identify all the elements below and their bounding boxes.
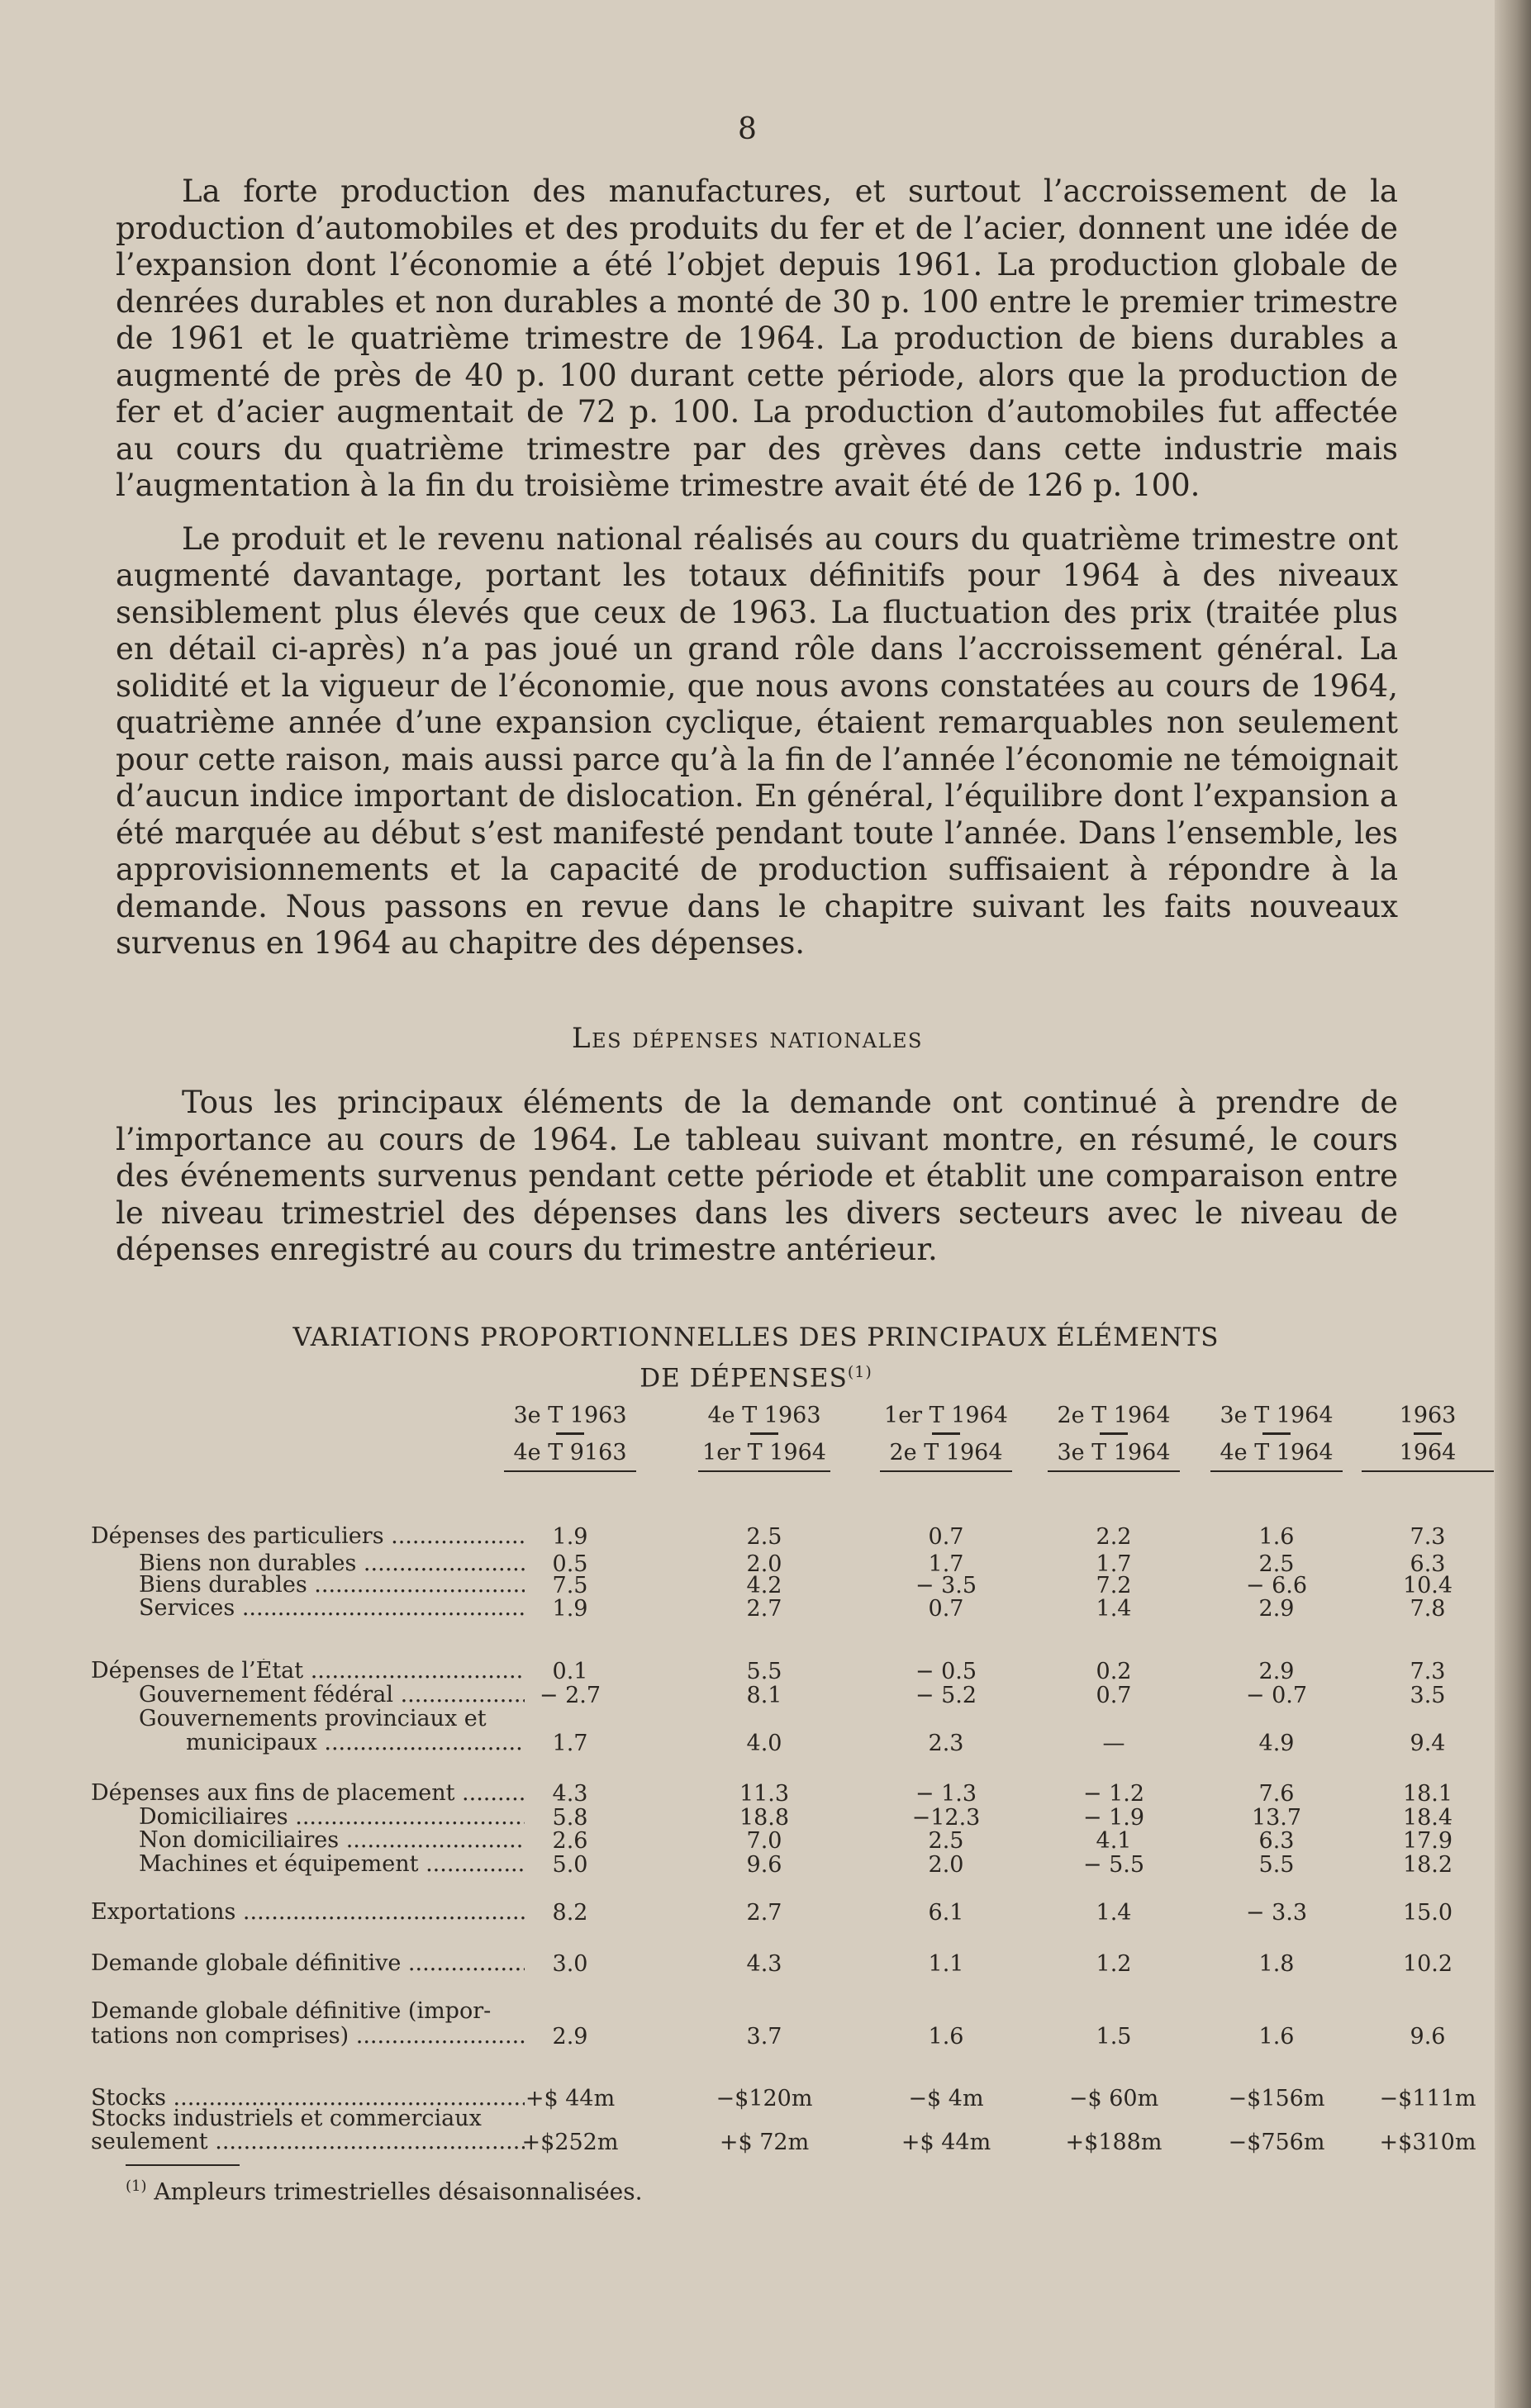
table-cell: 2.0 [928, 1852, 964, 1878]
table-cell: +$ 44m [525, 2086, 616, 2111]
table-cell: 2.5 [746, 1524, 782, 1550]
table-cell: 5.0 [552, 1852, 588, 1878]
table-cell: 7.6 [1258, 1781, 1295, 1807]
table-cell: 18.4 [1402, 1805, 1453, 1831]
table-row-label: Stocks industriels et commerciaux [91, 2106, 482, 2131]
column-header-bottom: 4e T 1964 [1220, 1440, 1334, 1465]
table-cell: 0.2 [1096, 1659, 1132, 1684]
table-cell: 9.6 [1410, 2024, 1446, 2049]
table-cell: 0.7 [1096, 1683, 1132, 1708]
table-row-label: Exportations ..... [91, 1900, 525, 1925]
table-cell: 6.3 [1258, 1828, 1295, 1854]
table-cell: 5.5 [1258, 1852, 1295, 1878]
table-row-label: Demande globale définitive ..... [91, 1951, 525, 1976]
column-header-rule [504, 1470, 636, 1472]
table-cell: 2.7 [746, 1900, 782, 1926]
table-cell: 1.7 [928, 1551, 964, 1577]
table-row-label: Services ..... [139, 1596, 525, 1621]
table-row-label: seulement ..... [91, 2130, 525, 2154]
table-cell: − 0.5 [915, 1659, 977, 1684]
table-cell: −12.3 [911, 1805, 981, 1831]
table-cell: 7.8 [1410, 1596, 1446, 1622]
table-cell: 8.2 [552, 1900, 588, 1926]
table-cell: 3.5 [1410, 1683, 1446, 1708]
table-cell: 2.9 [1258, 1659, 1295, 1684]
table-cell: −$ 4m [908, 2086, 984, 2111]
table-cell: 0.7 [928, 1596, 964, 1622]
table-cell: 18.1 [1402, 1781, 1453, 1807]
table-row-label: Domiciliaires ..... [139, 1805, 525, 1830]
table-row-label: Dépenses de l’État ..... [91, 1659, 525, 1684]
table-cell: 1.8 [1258, 1951, 1295, 1977]
table-cell: − 3.3 [1245, 1900, 1308, 1926]
table-cell: − 1.2 [1082, 1781, 1145, 1807]
table-cell: −$111m [1379, 2086, 1476, 2111]
column-header-divider [750, 1432, 778, 1435]
table-cell: 2.9 [1258, 1596, 1295, 1622]
table-row-label: Biens durables ..... [139, 1573, 525, 1598]
column-header-bottom: 4e T 9163 [513, 1440, 627, 1465]
table-cell: 1.6 [928, 2024, 964, 2049]
table-cell: 1.7 [552, 1731, 588, 1756]
column-header-rule [880, 1470, 1012, 1472]
table-cell: 4.9 [1258, 1731, 1295, 1756]
table-cell: 2.5 [928, 1828, 964, 1854]
table-cell: 2.3 [928, 1731, 964, 1756]
table-cell: − 5.2 [915, 1683, 977, 1708]
table-cell: 4.0 [746, 1731, 782, 1756]
table-cell: −$156m [1228, 2086, 1325, 2111]
section-text [116, 1085, 1398, 1285]
table-row-label: Gouvernement fédéral ..... [139, 1683, 525, 1707]
table-cell: − 1.3 [915, 1781, 977, 1807]
column-header-divider [1262, 1432, 1291, 1435]
table-cell: −$756m [1228, 2130, 1325, 2155]
table-cell: 3.0 [552, 1951, 588, 1977]
table-cell: 1.9 [552, 1524, 588, 1550]
intro-text [116, 173, 1398, 979]
table-cell: +$252m [521, 2130, 619, 2155]
column-header-rule [1362, 1470, 1494, 1472]
column-header-rule [698, 1470, 830, 1472]
table-cell: −$ 60m [1068, 2086, 1159, 2111]
column-header-rule [1048, 1470, 1180, 1472]
table-cell: 3.7 [746, 2024, 782, 2049]
footnote-text: Ampleurs trimestrielles désaisonnalisées. [154, 2178, 643, 2206]
column-header [1044, 1403, 1184, 1472]
table-cell: 7.3 [1410, 1659, 1446, 1684]
column-header [500, 1403, 640, 1472]
table-cell: 4.3 [552, 1781, 588, 1807]
table-row-label: Dépenses aux fins de placement ..... [91, 1781, 525, 1806]
table-cell: 11.3 [739, 1781, 790, 1807]
column-header [1357, 1403, 1498, 1472]
table-cell: +$188m [1065, 2130, 1163, 2155]
column-header [694, 1403, 834, 1472]
table-cell: 1.5 [1096, 2024, 1132, 2049]
table-title [248, 1320, 1264, 1395]
table-cell: − 3.5 [915, 1573, 977, 1598]
column-header-top: 1963 [1399, 1403, 1457, 1428]
paragraph-1: La forte production des manufactures, et surtout l’accroissement de la production d’automobiles et des produits du fer et de l’acier, donnent une idée de l’expansion dont l’économie a été l’objet depuis 1961. La production globale de denrées durables et non durables a monté de 30 p. 100 entre le premier trimestre de 1961 et le quatrième trimestre de 1964. La production de biens durables a augmenté de près de 40 p. 100 durant cette période, alors que la production de fer et d’acier augmentait de 72 p. 100. La production d’automobiles fut affectée au cours du quatrième trimestre par des grèves dans cette industrie mais l’augmentation à la fin du troisième trimestre avait été de 126 p. 100. [116, 173, 1398, 503]
table-cell: 7.0 [746, 1828, 782, 1854]
table-cell: 18.2 [1402, 1852, 1453, 1878]
column-header-top: 3e T 1964 [1220, 1403, 1334, 1428]
table-cell: 5.8 [552, 1805, 588, 1831]
paragraph-3: Tous les principaux éléments de la demande ont continué à prendre de l’importance au cours de 1964. Le tableau suivant montre, en résumé, le cours des événements survenus pendant cette période et établit une comparaison entre le niveau trimestriel des dépenses dans les divers secteurs avec le niveau de dépenses enregistré au cours du trimestre antérieur. [116, 1085, 1398, 1267]
table-row-label: municipaux ..... [186, 1731, 525, 1755]
table-row-label: Stocks ..... [91, 2086, 525, 2111]
column-header-divider [556, 1432, 584, 1435]
table-title-line-2 [248, 1355, 1264, 1395]
table-row-label: Demande globale définitive (impor- [91, 1999, 492, 2024]
table-cell: 4.2 [746, 1573, 782, 1598]
table-row-label: Dépenses des particuliers ..... [91, 1524, 525, 1549]
table-cell: 2.2 [1096, 1524, 1132, 1550]
column-header-top: 4e T 1963 [707, 1403, 821, 1428]
table-cell: 2.9 [552, 2024, 588, 2049]
table-title-note: (1) [847, 1363, 872, 1381]
table-cell: 18.8 [739, 1805, 790, 1831]
table-cell: 4.3 [746, 1951, 782, 1977]
table-cell: 2.0 [746, 1551, 782, 1577]
column-header-divider [1414, 1432, 1442, 1435]
table-cell: − 5.5 [1082, 1852, 1145, 1878]
table-cell: 17.9 [1402, 1828, 1453, 1854]
table-row-label: Biens non durables ..... [139, 1551, 525, 1576]
section-heading: Les dépenses nationales [572, 1022, 923, 1055]
table-cell: 15.0 [1402, 1900, 1453, 1926]
column-header-bottom: 2e T 1964 [889, 1440, 1003, 1465]
table-cell: +$ 72m [719, 2130, 810, 2155]
table-cell: 7.5 [552, 1573, 588, 1598]
column-header-divider [1100, 1432, 1128, 1435]
table-cell: 2.7 [746, 1596, 782, 1622]
table-cell: −$120m [716, 2086, 813, 2111]
column-header [1206, 1403, 1347, 1472]
table-cell: 9.6 [746, 1852, 782, 1878]
table-cell: 4.1 [1096, 1828, 1132, 1854]
column-header-bottom: 1964 [1399, 1440, 1457, 1465]
table-cell: 8.1 [746, 1683, 782, 1708]
column-header-top: 1er T 1964 [884, 1403, 1008, 1428]
table-cell: 1.7 [1096, 1551, 1132, 1577]
table-cell: − 2.7 [539, 1683, 601, 1708]
table-cell: 6.3 [1410, 1551, 1446, 1577]
book-spine-shadow [1495, 0, 1531, 2408]
footnote-mark: (1) [126, 2178, 147, 2195]
table-row-label: Gouvernements provinciaux et [139, 1707, 487, 1731]
column-header-divider [932, 1432, 960, 1435]
table-cell: 1.2 [1096, 1951, 1132, 1977]
table-cell: 1.6 [1258, 1524, 1295, 1550]
table-row-label: Machines et équipement ..... [139, 1852, 525, 1877]
table-cell: 0.7 [928, 1524, 964, 1550]
table-title-text: DE DÉPENSES [640, 1363, 848, 1394]
column-header [876, 1403, 1016, 1472]
table-cell: 10.4 [1402, 1573, 1453, 1598]
table-title-line-1: VARIATIONS PROPORTIONNELLES DES PRINCIPAUX ÉLÉMENTS [292, 1323, 1220, 1352]
paragraph-2: Le produit et le revenu national réalisés au cours du quatrième trimestre ont augmenté davantage, portant les totaux définitifs pour 1964 à des niveaux sensiblement plus élevés que ceux de 1963. La fluctuation des prix (traitée plus en détail ci-après) n’a pas joué un grand rôle dans l’accroissement général. La solidité et la vigueur de l’économie, que nous avons constatées au cours de 1964, quatrième année d’une expansion cyclique, étaient remarquables non seulement pour cette raison, mais aussi parce qu’à la fin de l’année l’économie ne témoignait d’aucun indice important de dislocation. En général, l’équilibre dont l’expansion a été marquée au début s’est manifesté pendant toute l’année. Dans l’ensemble, les approvisionnements et la capacité de production suffisaient à répondre à la demande. Nous passons en revue dans le chapitre suivant les faits nouveaux survenus en 1964 au chapitre des dépenses. [116, 520, 1398, 961]
table-row-label: tations non comprises) ..... [91, 2024, 525, 2049]
table-cell: +$ 44m [901, 2130, 991, 2155]
table-cell: − 6.6 [1245, 1573, 1308, 1598]
footnote-rule [126, 2164, 240, 2166]
table-cell: 7.3 [1410, 1524, 1446, 1550]
table-cell: 13.7 [1251, 1805, 1302, 1831]
table-cell: — [1102, 1731, 1125, 1756]
column-header-top: 2e T 1964 [1057, 1403, 1171, 1428]
column-header-rule [1210, 1470, 1343, 1472]
table-cell: 2.5 [1258, 1551, 1295, 1577]
table-cell: − 1.9 [1082, 1805, 1145, 1831]
table-cell: +$310m [1379, 2130, 1476, 2155]
footnote [126, 2178, 643, 2205]
column-header-bottom: 1er T 1964 [702, 1440, 826, 1465]
column-header-bottom: 3e T 1964 [1057, 1440, 1171, 1465]
table-cell: 1.4 [1096, 1900, 1132, 1926]
page-number: 8 [738, 112, 757, 146]
column-header-top: 3e T 1963 [513, 1403, 627, 1428]
table-cell: 2.6 [552, 1828, 588, 1854]
table-cell: 6.1 [928, 1900, 964, 1926]
table-row-label: Non domiciliaires ..... [139, 1828, 525, 1853]
table-cell: − 0.7 [1245, 1683, 1308, 1708]
table-cell: 7.2 [1096, 1573, 1132, 1598]
table-cell: 1.1 [928, 1951, 964, 1977]
table-cell: 5.5 [746, 1659, 782, 1684]
table-cell: 1.9 [552, 1596, 588, 1622]
table-cell: 0.1 [552, 1659, 588, 1684]
table-cell: 1.6 [1258, 2024, 1295, 2049]
table-cell: 0.5 [552, 1551, 588, 1577]
table-cell: 9.4 [1410, 1731, 1446, 1756]
table-cell: 10.2 [1402, 1951, 1453, 1977]
table-cell: 1.4 [1096, 1596, 1132, 1622]
